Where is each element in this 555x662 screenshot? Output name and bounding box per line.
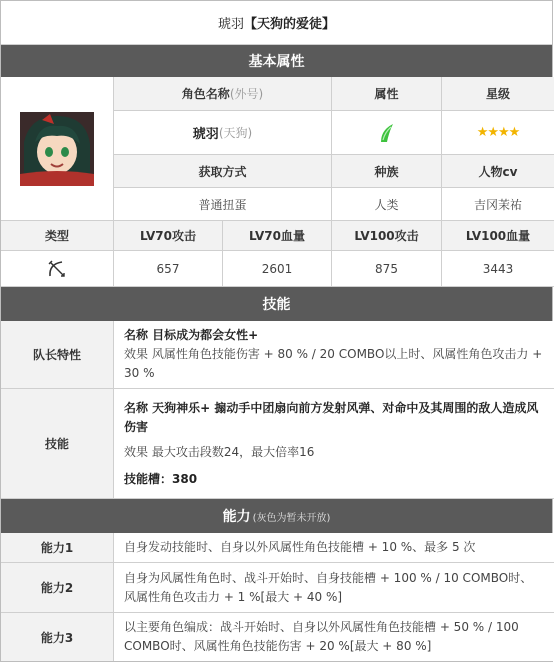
- star-rating-icon: ★★★★: [476, 125, 520, 140]
- section-basic-title: 基本属性: [248, 54, 305, 70]
- ability-text: 自身发动技能时、自身以外风属性角色技能槽 + 10 %、最多 5 次: [124, 540, 476, 554]
- ability-label: 能力2: [40, 581, 74, 595]
- name-header-label: 角色名称: [181, 87, 230, 101]
- section-abilities-title: 能力: [222, 509, 251, 525]
- star-value: [442, 111, 554, 155]
- character-name: 琥羽: [217, 17, 244, 32]
- ability-1-desc: [114, 533, 554, 563]
- stats-header-lv100-hp: [442, 221, 554, 251]
- race-header: [332, 155, 442, 188]
- leader-desc: [114, 321, 554, 389]
- name-header: [114, 77, 332, 111]
- ability-text: 自身为风属性角色时、战斗开始时、自身技能槽 + 100 % / 10 COMBO时、风属性角色攻击力 + 1 %[最大 + 40 %]: [124, 570, 533, 604]
- race-header-label: 种族: [374, 164, 399, 179]
- stats-header-label: 类型: [44, 229, 69, 243]
- star-header-label: 星级: [485, 87, 510, 101]
- portrait-cell: [1, 77, 114, 221]
- nickname-text: (天狗): [218, 126, 253, 140]
- skill-label-cell: [1, 389, 114, 499]
- section-abilities: [1, 499, 552, 533]
- character-portrait: [20, 112, 94, 186]
- ability-3-desc: [114, 613, 554, 661]
- stats-header-lv100-atk: [332, 221, 442, 251]
- bow-icon: [46, 258, 68, 280]
- section-basic: [1, 45, 552, 77]
- attr-header: [332, 77, 442, 111]
- page-title: [1, 1, 552, 45]
- obtain-value: [114, 188, 332, 221]
- stat-value: 3443: [482, 261, 514, 276]
- skill-label: 技能: [44, 437, 69, 451]
- stats-header-label: LV70攻击: [140, 229, 196, 243]
- stat-lv70-atk: [114, 251, 223, 287]
- stat-lv100-atk: [332, 251, 442, 287]
- star-header: [442, 77, 554, 111]
- ability-2-label-cell: [1, 563, 114, 613]
- obtain-header-label: 获取方式: [198, 164, 247, 179]
- race-value-text: 人类: [374, 197, 399, 212]
- name-value-text: 琥羽: [192, 127, 219, 142]
- section-skills-title: 技能: [262, 297, 291, 313]
- attr-value: [332, 111, 442, 155]
- leader-name: 名称 目标成为都会女性+: [124, 328, 259, 342]
- cv-header-label: 人物cv: [478, 164, 518, 179]
- abilities-note: (灰色为暂未开放): [252, 512, 331, 524]
- ability-text: 以主要角色编成：战斗开始时、自身以外风属性角色技能槽 + 50 % / 100 COMBO时、风属性角色技能伤害 + 20 %[最大 + 80 %]: [124, 620, 519, 653]
- wind-attribute-icon: [377, 122, 397, 144]
- ability-1-label-cell: [1, 533, 114, 563]
- stat-lv70-hp: [223, 251, 332, 287]
- ability-label: 能力1: [40, 541, 74, 555]
- race-value: [332, 188, 442, 221]
- attr-header-label: 属性: [374, 87, 399, 101]
- name-header-sub: (外号): [229, 87, 264, 101]
- stat-value: 657: [156, 261, 180, 276]
- stats-header-label: LV70血量: [249, 229, 305, 243]
- skill-effect: 效果 最大攻击段数24，最大倍率16: [124, 444, 315, 459]
- obtain-header: [114, 155, 332, 188]
- stats-header-type: [1, 221, 114, 251]
- section-skills: [1, 287, 552, 321]
- weapon-type-cell: [1, 251, 114, 287]
- stats-header-lv70-hp: [223, 221, 332, 251]
- stats-header-lv70-atk: [114, 221, 223, 251]
- cv-value-text: 吉冈茉祐: [473, 197, 522, 212]
- stats-header-label: LV100血量: [465, 229, 531, 243]
- stats-header-label: LV100攻击: [354, 229, 419, 243]
- ability-3-label-cell: [1, 613, 114, 661]
- stat-value: 875: [375, 261, 398, 276]
- name-value: [114, 111, 332, 155]
- stat-lv100-hp: [442, 251, 554, 287]
- skill-desc: [114, 389, 554, 499]
- leader-effect: 效果 风属性角色技能伤害 + 80 % / 20 COMBO以上时、风属性角色攻击力 + 30 %: [124, 347, 543, 380]
- cv-value: [442, 188, 554, 221]
- ability-label: 能力3: [40, 630, 74, 645]
- stat-value: 2601: [261, 261, 293, 276]
- character-epithet: 【天狗的爱徒】: [244, 17, 336, 32]
- cv-header: [442, 155, 554, 188]
- leader-label-cell: [1, 321, 114, 389]
- skill-name: 名称 天狗神乐+ 搧动手中团扇向前方发射风弹、对命中及其周围的敌人造成风伤害: [124, 400, 539, 434]
- obtain-value-text: 普通扭蛋: [198, 197, 247, 212]
- leader-label: 队长特性: [32, 348, 81, 362]
- skill-slot: 技能槽：380: [124, 471, 198, 486]
- ability-2-desc: [114, 563, 554, 613]
